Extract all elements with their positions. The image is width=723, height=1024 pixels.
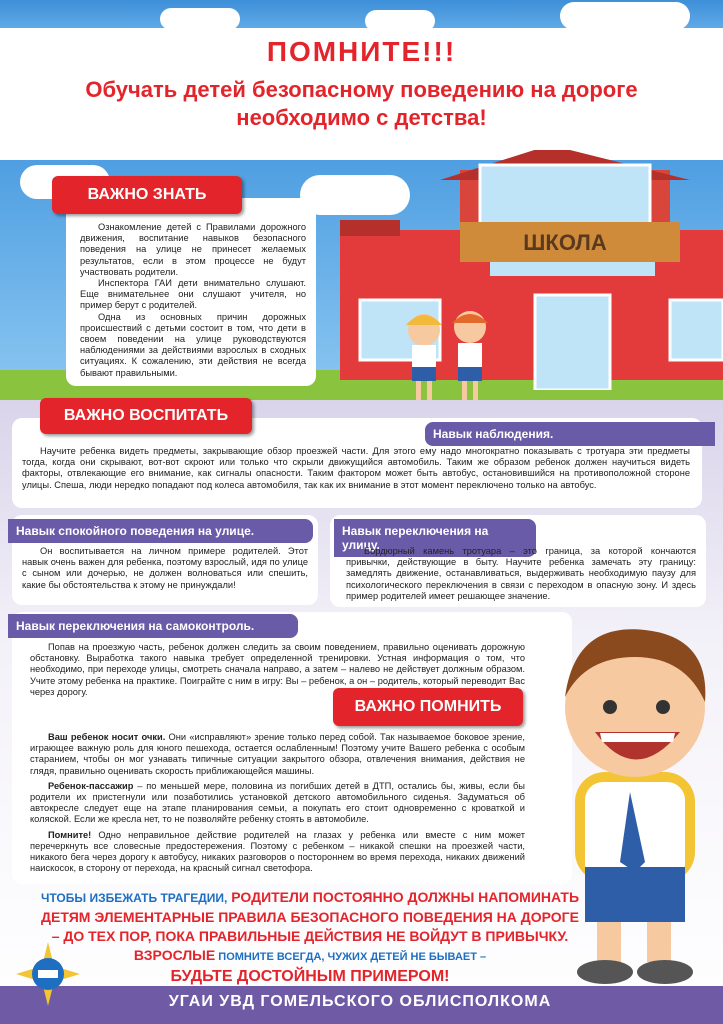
page-subtitle: Обучать детей безопасному поведению на дороге необходимо с детства! (85, 77, 638, 130)
gai-emblem-icon (14, 940, 82, 1008)
important-know-heading: ВАЖНО ЗНАТЬ (52, 176, 242, 214)
switch-street-text: Бордюрный камень тротуара – это граница, за которой кончаются привычки, действующие в быту. Научите ребенка замечать эту границу: замедлять движение, останавливаться, выдерживать необходимую паузу для психологического переключения в связи с переходом в опасную зону. И здесь пример родителей имеет решающее значение. (346, 546, 696, 601)
important-remember-heading: ВАЖНО ПОМНИТЬ (333, 688, 523, 726)
school-sign: ШКОЛА (523, 230, 607, 255)
switch-street-label: Навык переключения на улицу. (334, 519, 536, 557)
important-know-text: Ознакомление детей с Правилами дорожного движения, воспитание навыков безопасного поведения на улице не принесет желаемых результатов, если в этом процессе не будут участвовать родители. Инспектора ГАИ дети внимательно слушают. Еще внимательнее они слушают учителя, но пример берут с родителей. Одна из основных причин дорожных происшествий с детьми состоит в том, что дети в своем поведении на улице руководствуются наблюдениями за действиями взрослых в сходных ситуациях. К сожалению, эти действия не всегда бывают правильными. (80, 222, 306, 378)
cloud (560, 2, 690, 30)
self-control-label: Навык переключения на самоконтроль. (8, 614, 298, 638)
important-remember-text: Ваш ребенок носит очки. Они «исправляют» зрение только перед собой. Так называемое боковое зрение, играющее важную роль для юного пешехода, остается ослабленным! Поэтому учите Вашего ребенка с особым старанием, чтобы он мог узнавать типичные ситуации закрытого обзора, отвлечения внимания, действия не глядя, правильно оценивать скорость приближающейся машины. Ребенок-пассажир – по меньшей мере, половина из погибших детей в ДТП, остались бы, живы, если бы родители их пристегнули или позаботились установкой детского автомобильного сиденья. Задуматься об автокресле следует еще на этапе планирования семьи, а покупать его стоит одновременно с кроваткой и коляской. Если же кресла нет, то не позволяйте ребенку стоять в автомобиле. Помните! Одно неправильное действие родителей на глазах у ребенка или вместе с ним может перечеркнуть все словесные предостережения. Поэтому с ребенком – никакой спешки на проезжей части, никакого бега через дорогу к автобусу, никаких разговоров о постороннем во время перехода, никаких движений наискосок, в сторону от перехода, на красный сигнал светофора. (30, 732, 525, 874)
children-illustration (392, 305, 502, 410)
observation-text: Научите ребенка видеть предметы, закрывающие обзор проезжей части. Для этого ему надо многократно показывать с тротуара эти предметы тогда, когда они скрывают, вот-вот скроют или только что скрыли движущийся автомобиль. Таким же образом ребенок должен научиться видеть факторы, отвлекающие его внимание, как сигналы опасности. Таким фактором может быть автобус, остановившийся на противоположной стороне улицы. Спеша, люди нередко попадают под колеса автомобиля, так как их внимание в этот момент переключено только на автобус. (22, 446, 690, 490)
page-title: ПОМНИТЕ!!! (266, 36, 457, 67)
calm-text: Он воспитывается на личном примере родителей. Этот навык очень важен для ребенка, поэтому взрослый, идя по улице с сыном или дочерью, не должен волноваться или спешить, какие бы обстоятельства к этому не принуждали! (22, 546, 308, 590)
bottom-slogan: ЧТОБЫ ИЗБЕЖАТЬ ТРАГЕДИИ, РОДИТЕЛИ ПОСТОЯННО ДОЛЖНЫ НАПОМИНАТЬ ДЕТЯМ ЭЛЕМЕНТАРНЫЕ ПРАВИЛА БЕЗОПАСНОГО ПОВЕДЕНИЯ НА ДОРОГЕ – ДО ТЕХ ПОР, ПОКА ПРАВИЛЬНЫЕ ДЕЙСТВИЯ НЕ ВОЙДУТ В ПРИВЫЧКУ. ВЗРОСЛЫЕ ПОМНИТЕ ВСЕГДА, ЧУЖИХ ДЕТЕЙ НЕ БЫВАЕТ – БУДЬТЕ ДОСТОЙНЫМ ПРИМЕРОМ! (40, 889, 580, 985)
self-control-text: Попав на проезжую часть, ребенок должен следить за своим поведением, правильно оценивать дорожную обстановку. Выработка такого навыка требует определенной тренировки. Устная информация о том, что необходимо, при переходе улицы, смотреть сначала направо, а затем – налево не действует должным образом. Учите этому ребенка на практике. Поиграйте с ним в игру: Вы – ребенок, а он – родитель, который переводит Вас через дорогу. (30, 642, 525, 697)
observation-label: Навык наблюдения. (425, 422, 715, 446)
calm-label: Навык спокойного поведения на улице. (8, 519, 313, 543)
important-raise-heading: ВАЖНО ВОСПИТАТЬ (40, 398, 252, 434)
cloud (160, 8, 240, 30)
footer-title: УГАИ УВД ГОМЕЛЬСКОГО ОБЛИСПОЛКОМА (168, 993, 552, 1010)
